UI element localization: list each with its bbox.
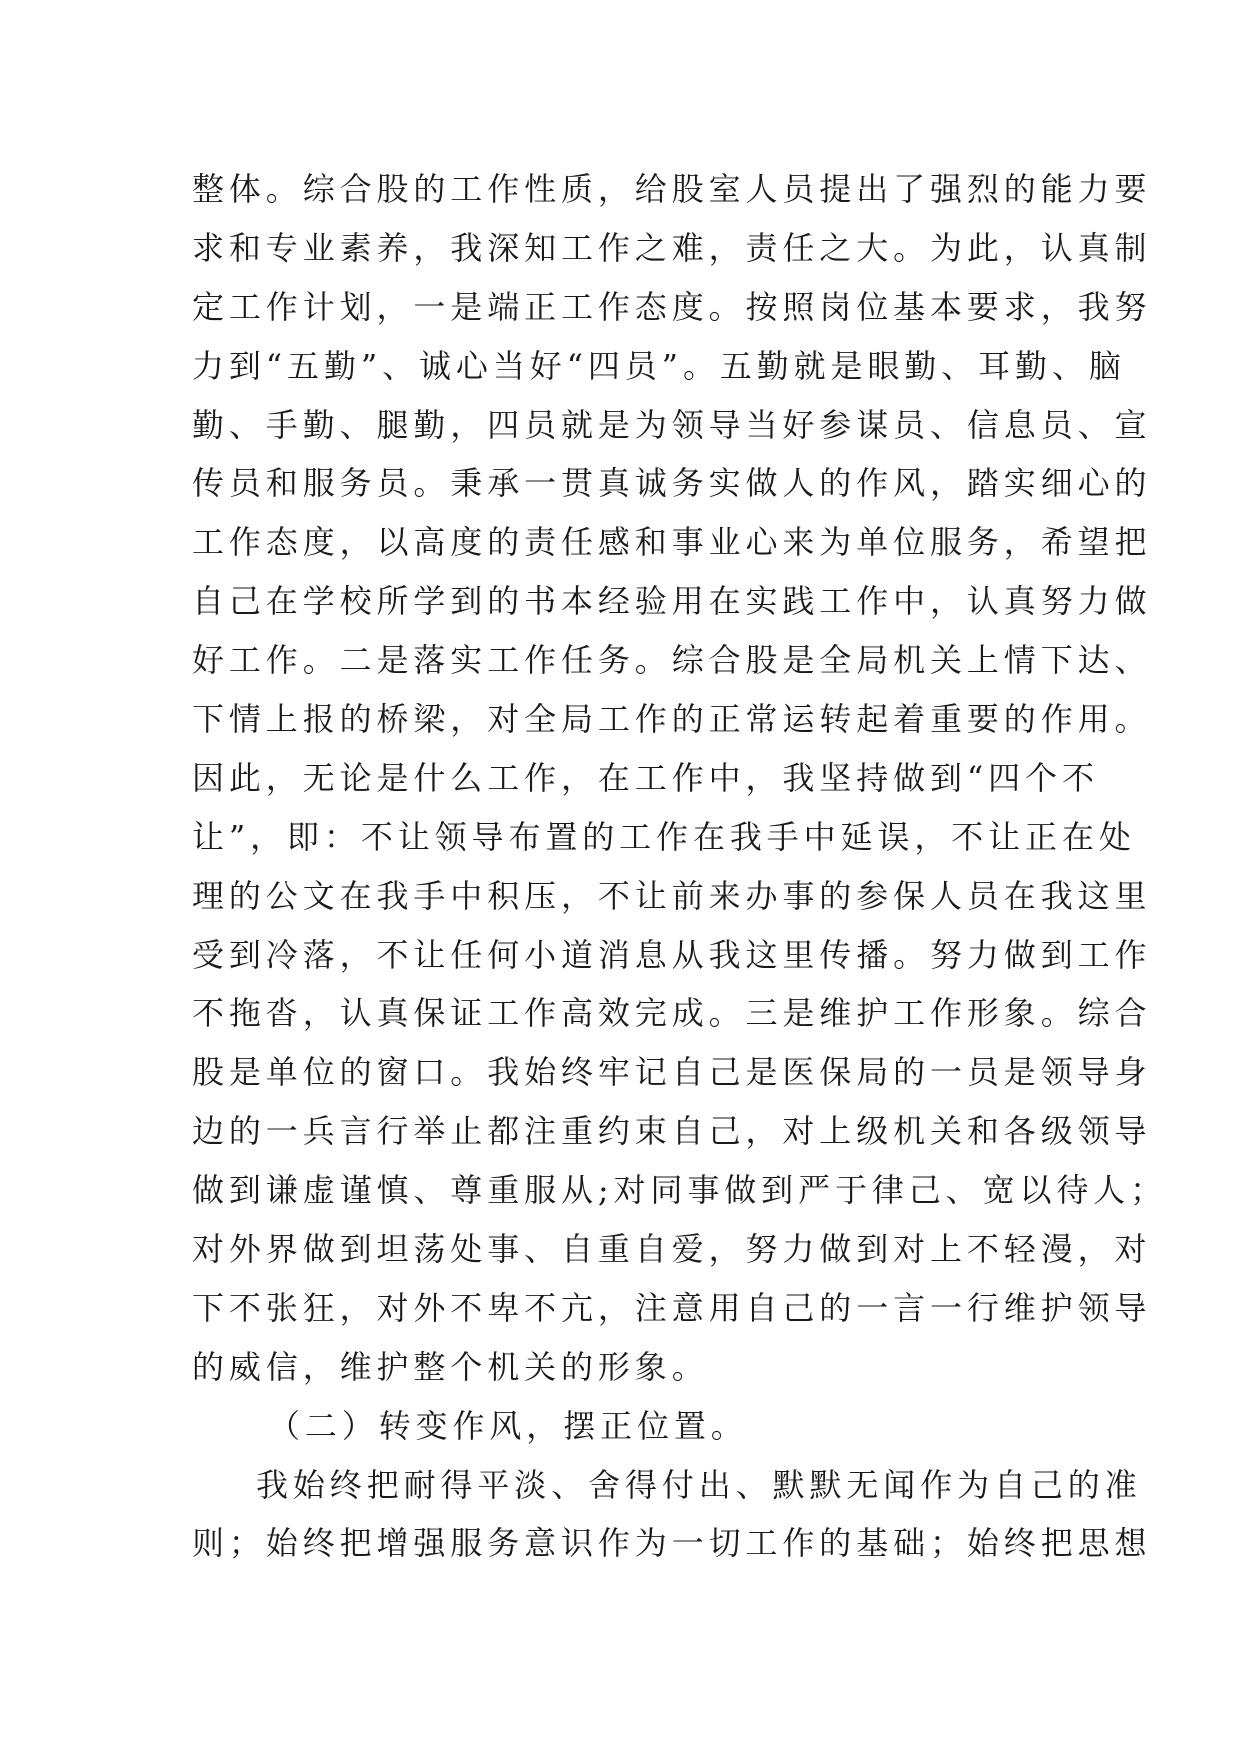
text-line: 让”，即：不让领导布置的工作在我手中延误，不让正在处 [192,817,1136,856]
text-line: 工作态度，以高度的责任感和事业心来为单位服务，希望把 [192,523,1152,562]
text-line: 勤、手勤、腿勤，四员就是为领导当好参谋员、信息员、宣 [192,405,1152,444]
text-line: 则；始终把增强服务意识作为一切工作的基础；始终把思想 [192,1524,1152,1563]
text-line: 股是单位的窗口。我始终牢记自己是医保局的一员是领导身 [192,1053,1152,1092]
text-line: 定工作计划，一是端正工作态度。按照岗位基本要求，我努 [192,287,1152,326]
text-line: 求和专业素养，我深知工作之难，责任之大。为此，认真制 [192,228,1152,267]
section-subheading: （二）转变作风，摆正位置。 [268,1406,748,1445]
text-line: 好工作。二是落实工作任务。综合股是全局机关上情下达、 [192,641,1152,680]
text-line: 下情上报的桥梁，对全局工作的正常运转起着重要的作用。 [192,700,1152,739]
text-line: 因此，无论是什么工作，在工作中，我坚持做到“四个不 [192,758,1099,797]
text-line: 的威信，维护整个机关的形象。 [192,1347,709,1386]
text-line: 传员和服务员。秉承一贯真诚务实做人的作风，踏实细心的 [192,464,1152,503]
text-line: 受到冷落，不让任何小道消息从我这里传播。努力做到工作 [192,935,1152,974]
text-line: 理的公文在我手中积压，不让前来办事的参保人员在我这里 [192,876,1152,915]
text-line: 对外界做到坦荡处事、自重自爱，努力做到对上不轻漫，对 [192,1230,1152,1269]
text-line: 力到“五勤”、诚心当好“四员”。五勤就是眼勤、耳勤、脑 [192,346,1126,385]
text-line: 不拖沓，认真保证工作高效完成。三是维护工作形象。综合 [192,994,1152,1033]
text-line: 自己在学校所学到的书本经验用在实践工作中，认真努力做 [192,582,1152,621]
body-text [192,160,1168,1573]
text-line: 做到谦虚谨慎、尊重服从;对同事做到严于律己、宽以待人； [192,1171,1168,1210]
text-line: 边的一兵言行举止都注重约束自己，对上级机关和各级领导 [192,1112,1152,1151]
text-line: 我始终把耐得平淡、舍得付出、默默无闻作为自己的准 [256,1465,1142,1504]
text-line: 整体。综合股的工作性质，给股室人员提出了强烈的能力要 [192,170,1152,208]
text-line: 下不张狂，对外不卑不亢，注意用自己的一言一行维护领导 [192,1288,1152,1327]
